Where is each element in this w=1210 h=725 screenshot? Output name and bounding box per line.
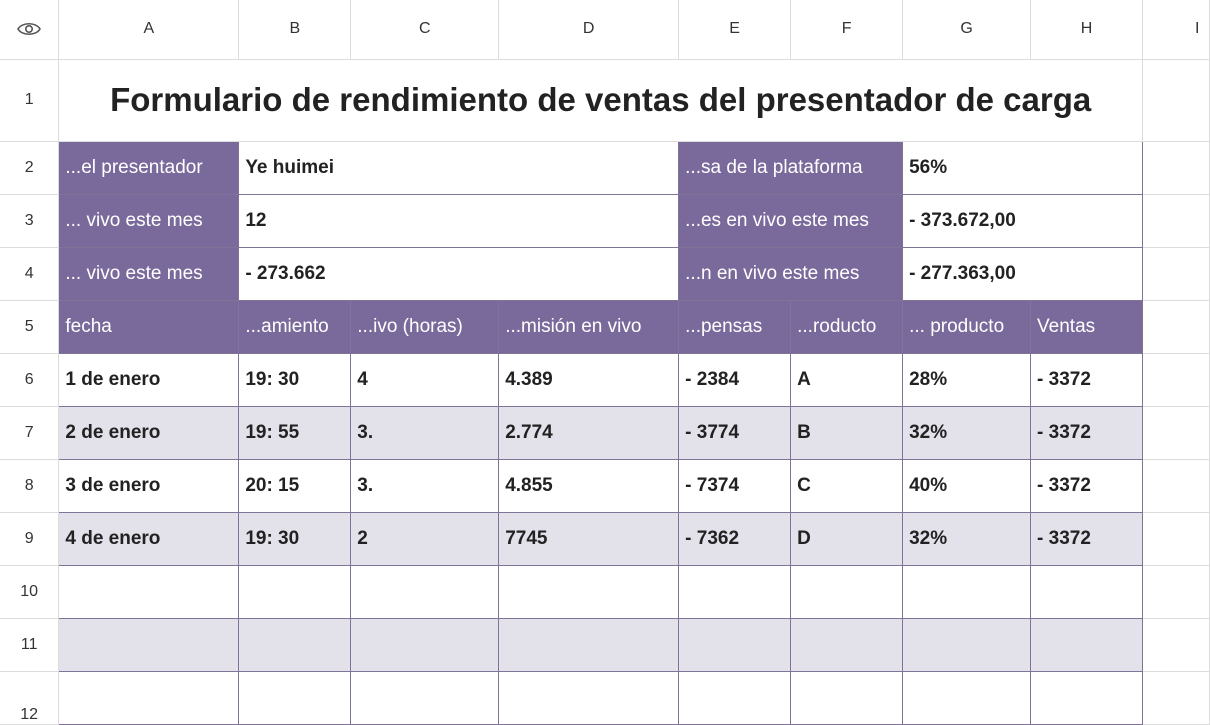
data-cell[interactable]: 1 de enero	[59, 353, 239, 406]
data-cell[interactable]	[1031, 565, 1143, 618]
row-header-9[interactable]: 9	[0, 512, 59, 565]
data-cell[interactable]: A	[791, 353, 903, 406]
empty-cell[interactable]	[1142, 247, 1209, 300]
empty-cell[interactable]	[1142, 406, 1209, 459]
row-header-10[interactable]: 10	[0, 565, 59, 618]
table-header-cell[interactable]: ... producto	[903, 300, 1031, 353]
data-cell[interactable]: - 3372	[1031, 512, 1143, 565]
data-cell[interactable]: 4	[351, 353, 499, 406]
data-cell[interactable]: 3.	[351, 406, 499, 459]
empty-cell[interactable]	[1142, 300, 1209, 353]
select-all-corner[interactable]	[0, 0, 59, 59]
data-cell[interactable]: 3.	[351, 459, 499, 512]
data-cell[interactable]	[903, 565, 1031, 618]
table-header-cell[interactable]: ...amiento	[239, 300, 351, 353]
sales-label-cell[interactable]: ...es en vivo este mes	[679, 194, 903, 247]
column-header-f[interactable]: F	[791, 0, 903, 59]
table-row	[0, 565, 1210, 618]
empty-cell[interactable]	[1142, 141, 1209, 194]
table-row	[0, 512, 1210, 565]
data-cell[interactable]: - 7362	[679, 512, 791, 565]
data-cell[interactable]: D	[791, 512, 903, 565]
commission-label-cell[interactable]: ...n en vivo este mes	[679, 247, 903, 300]
table-header-cell[interactable]: ...roducto	[791, 300, 903, 353]
table-row	[0, 406, 1210, 459]
table-row	[0, 459, 1210, 512]
data-cell[interactable]: - 3372	[1031, 353, 1143, 406]
row-header-5[interactable]: 5	[0, 300, 59, 353]
eye-icon[interactable]	[0, 21, 58, 37]
data-cell[interactable]	[239, 671, 351, 724]
data-cell[interactable]: 4.855	[499, 459, 679, 512]
presenter-label-cell[interactable]: ...el presentador	[59, 141, 239, 194]
column-header-b[interactable]: B	[239, 0, 351, 59]
empty-cell[interactable]	[1142, 671, 1209, 724]
data-cell[interactable]: - 2384	[679, 353, 791, 406]
live-other-label-cell[interactable]: ... vivo este mes	[59, 247, 239, 300]
row-header-12[interactable]: 12	[0, 671, 59, 724]
data-cell[interactable]	[791, 565, 903, 618]
row-header-2[interactable]: 2	[0, 141, 59, 194]
column-header-a[interactable]: A	[59, 0, 239, 59]
data-cell[interactable]: 32%	[903, 512, 1031, 565]
empty-cell[interactable]	[1142, 459, 1209, 512]
data-cell[interactable]: - 3372	[1031, 406, 1143, 459]
data-cell[interactable]	[1031, 671, 1143, 724]
commission-value-cell[interactable]: - 277.363,00	[903, 247, 1143, 300]
sales-value-cell[interactable]: - 373.672,00	[903, 194, 1143, 247]
data-cell[interactable]	[903, 671, 1031, 724]
empty-cell[interactable]	[1142, 565, 1209, 618]
data-cell[interactable]: - 7374	[679, 459, 791, 512]
table-header-cell[interactable]: ...pensas	[679, 300, 791, 353]
data-cell[interactable]	[239, 565, 351, 618]
row-header-1[interactable]: 1	[0, 59, 59, 141]
sheet-title[interactable]: Formulario de rendimiento de ventas del presentador de carga	[59, 59, 1143, 141]
data-cell[interactable]: - 3372	[1031, 459, 1143, 512]
table-header-cell[interactable]: fecha	[59, 300, 239, 353]
data-cell[interactable]	[679, 671, 791, 724]
column-header-i[interactable]: I	[1142, 0, 1209, 59]
column-header-d[interactable]: D	[499, 0, 679, 59]
data-cell[interactable]	[791, 671, 903, 724]
data-cell[interactable]: 19: 55	[239, 406, 351, 459]
table-row	[0, 618, 1210, 671]
presenter-value-cell[interactable]: Ye huimei	[239, 141, 679, 194]
empty-cell[interactable]	[1142, 618, 1209, 671]
data-cell[interactable]	[499, 671, 679, 724]
data-cell[interactable]	[499, 618, 679, 671]
empty-cell[interactable]	[1142, 512, 1209, 565]
data-cell[interactable]	[903, 618, 1031, 671]
data-cell[interactable]	[59, 671, 239, 724]
data-cell[interactable]: 2	[351, 512, 499, 565]
column-header-g[interactable]: G	[903, 0, 1031, 59]
data-cell[interactable]: 2 de enero	[59, 406, 239, 459]
data-cell[interactable]: 20: 15	[239, 459, 351, 512]
empty-cell[interactable]	[1142, 194, 1209, 247]
row-header-8[interactable]: 8	[0, 459, 59, 512]
data-cell[interactable]	[59, 618, 239, 671]
column-header-c[interactable]: C	[351, 0, 499, 59]
column-header-h[interactable]: H	[1031, 0, 1143, 59]
row-header-7[interactable]: 7	[0, 406, 59, 459]
data-cell[interactable]	[499, 565, 679, 618]
data-cell[interactable]: 3 de enero	[59, 459, 239, 512]
data-cell[interactable]: 40%	[903, 459, 1031, 512]
data-cell[interactable]: - 3774	[679, 406, 791, 459]
row-header-6[interactable]: 6	[0, 353, 59, 406]
data-cell[interactable]	[679, 565, 791, 618]
live-other-value-cell[interactable]: - 273.662	[239, 247, 679, 300]
data-cell[interactable]: 4.389	[499, 353, 679, 406]
column-header-e[interactable]: E	[679, 0, 791, 59]
data-cell[interactable]: 19: 30	[239, 353, 351, 406]
data-cell[interactable]	[351, 565, 499, 618]
data-cell[interactable]: 32%	[903, 406, 1031, 459]
data-cell[interactable]: 4 de enero	[59, 512, 239, 565]
table-header-cell[interactable]: Ventas	[1031, 300, 1143, 353]
data-cell[interactable]: 2.774	[499, 406, 679, 459]
row-header-3[interactable]: 3	[0, 194, 59, 247]
live-count-value-cell[interactable]: 12	[239, 194, 679, 247]
row-header-11[interactable]: 11	[0, 618, 59, 671]
data-cell[interactable]	[59, 565, 239, 618]
table-row	[0, 353, 1210, 406]
table-header-cell[interactable]: ...ivo (horas)	[351, 300, 499, 353]
data-cell[interactable]: C	[791, 459, 903, 512]
row-header-4[interactable]: 4	[0, 247, 59, 300]
data-cell[interactable]	[679, 618, 791, 671]
data-cell[interactable]	[351, 671, 499, 724]
data-cell[interactable]: 19: 30	[239, 512, 351, 565]
empty-cell[interactable]	[1142, 59, 1209, 141]
data-cell[interactable]: 7745	[499, 512, 679, 565]
platform-label-cell[interactable]: ...sa de la plataforma	[679, 141, 903, 194]
table-header-cell[interactable]: ...misión en vivo	[499, 300, 679, 353]
data-cell[interactable]	[1031, 618, 1143, 671]
data-cell[interactable]: 28%	[903, 353, 1031, 406]
data-cell[interactable]: B	[791, 406, 903, 459]
data-cell[interactable]	[351, 618, 499, 671]
data-cell[interactable]	[791, 618, 903, 671]
empty-cell[interactable]	[1142, 353, 1209, 406]
platform-value-cell[interactable]: 56%	[903, 141, 1143, 194]
data-cell[interactable]	[239, 618, 351, 671]
table-row	[0, 671, 1210, 724]
live-count-label-cell[interactable]: ... vivo este mes	[59, 194, 239, 247]
